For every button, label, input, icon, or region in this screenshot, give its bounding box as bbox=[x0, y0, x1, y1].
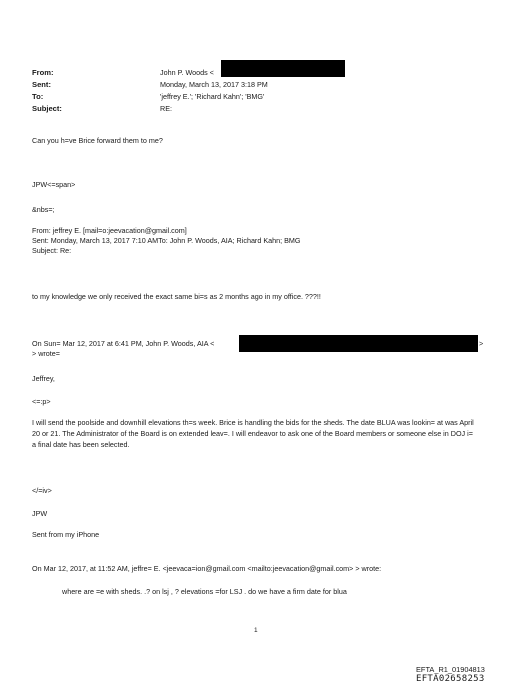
from-value: John P. Woods < bbox=[160, 68, 214, 77]
sent-from-iphone: Sent from my iPhone bbox=[32, 530, 100, 539]
sent-value: Monday, March 13, 2017 3:18 PM bbox=[160, 80, 268, 89]
footer-ref-1: EFTA_R1_01904813 bbox=[416, 665, 485, 674]
body-line-request: Can you h=ve Brice forward them to me? bbox=[32, 136, 163, 145]
redaction-box bbox=[221, 60, 345, 77]
forward-subject: Subject: Re: bbox=[32, 246, 72, 255]
from-label: From: bbox=[32, 68, 54, 77]
quote-header-gt: > bbox=[479, 339, 484, 348]
quote-header-wrote: > wrote= bbox=[32, 349, 60, 358]
forward-from: From: jeffrey E. [mail=o:jeevacation@gmail.com] bbox=[32, 226, 187, 235]
quote-header-mar: On Mar 12, 2017, at 11:52 AM, jeffre= E. <jeevaca=ion@gmail.com <mailto:jeevacation@gmail.com> > wrote: bbox=[32, 564, 382, 573]
forward-sent: Sent: Monday, March 13, 2017 7:10 AMTo: John P. Woods, AIA; Richard Kahn; BMG bbox=[32, 236, 301, 245]
body-paragraph: I will send the poolside and downhill elevations th=s week. Brice is handling the bids for the sheds. The date BLUA was lookin= at was April 20 or 21. The Administrator of the Board is on extended leav=. I will endeavor to ask one of the Board members or someone else in DOJ i= a final date has been selected. bbox=[32, 418, 474, 449]
redaction-box bbox=[239, 335, 478, 352]
footer-ref-2: EFTA02658253 bbox=[416, 674, 485, 684]
quoted-question: where are =e with sheds. .? on lsj , ? elevations =for LSJ . do we have a firm date for blua bbox=[62, 587, 347, 596]
quote-header-sun: On Sun= Mar 12, 2017 at 6:41 PM, John P. Woods, AIA < bbox=[32, 339, 215, 348]
body-knowledge: to my knowledge we only received the exact same bi=s as 2 months ago in my office. ???!! bbox=[32, 292, 321, 301]
salutation: Jeffrey, bbox=[32, 374, 55, 383]
to-label: To: bbox=[32, 92, 44, 101]
page-number: 1 bbox=[254, 627, 258, 634]
to-value: 'jeffrey E.'; 'Richard Kahn'; 'BMG' bbox=[160, 92, 265, 101]
sent-label: Sent: bbox=[32, 80, 51, 89]
body-div-tag: </=iv> bbox=[32, 486, 52, 495]
signature-jpw: JPW bbox=[32, 509, 48, 518]
body-line-jpw-span: JPW<=span> bbox=[32, 180, 76, 189]
subject-value: RE: bbox=[160, 104, 172, 113]
body-p-tag: <=:p> bbox=[32, 397, 51, 406]
subject-label: Subject: bbox=[32, 104, 62, 113]
body-line-nbsp: &nbs=; bbox=[32, 205, 55, 214]
